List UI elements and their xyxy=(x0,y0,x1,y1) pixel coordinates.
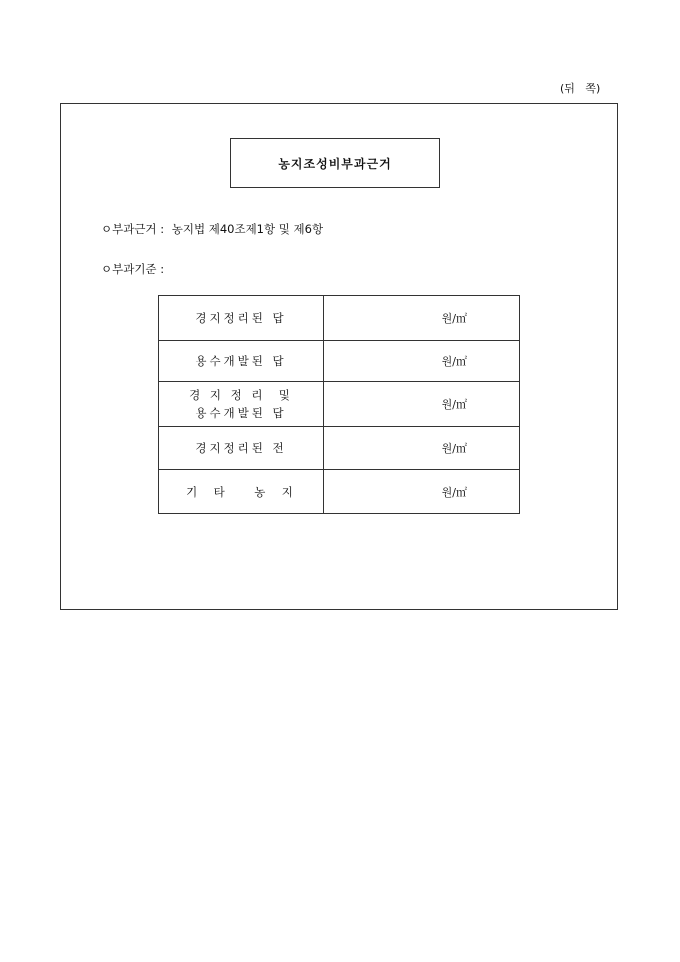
criteria-line xyxy=(101,261,168,277)
table-row xyxy=(159,470,520,514)
basis-text: 농지법 제40조제1항 및 제6항 xyxy=(171,222,324,236)
page-side-label: (뒤 쪽) xyxy=(560,82,601,95)
unit-cell: 원/㎡ xyxy=(324,470,520,514)
table-row xyxy=(159,427,520,470)
criteria-label: ㅇ부과기준 : xyxy=(101,262,165,276)
category-cell: 용수개발된 답 xyxy=(159,341,324,382)
document-frame xyxy=(60,103,618,610)
category-cell: 경지정리된 답 xyxy=(159,296,324,341)
unit-cell: 원/㎡ xyxy=(324,427,520,470)
unit-cell: 원/㎡ xyxy=(324,341,520,382)
category-cell: 기 타 농 지 xyxy=(159,470,324,514)
table-row xyxy=(159,341,520,382)
table-row xyxy=(159,296,520,341)
unit-cell: 원/㎡ xyxy=(324,296,520,341)
category-cell: 경 지 정 리 및 용수개발된 답 xyxy=(159,382,324,427)
unit-cell: 원/㎡ xyxy=(324,382,520,427)
table-row xyxy=(159,382,520,427)
category-cell: 경지정리된 전 xyxy=(159,427,324,470)
rates-table xyxy=(158,295,520,514)
basis-label: ㅇ부과근거 : xyxy=(101,222,165,236)
document-title: 농지조성비부과근거 xyxy=(230,138,440,188)
basis-line xyxy=(101,221,323,237)
